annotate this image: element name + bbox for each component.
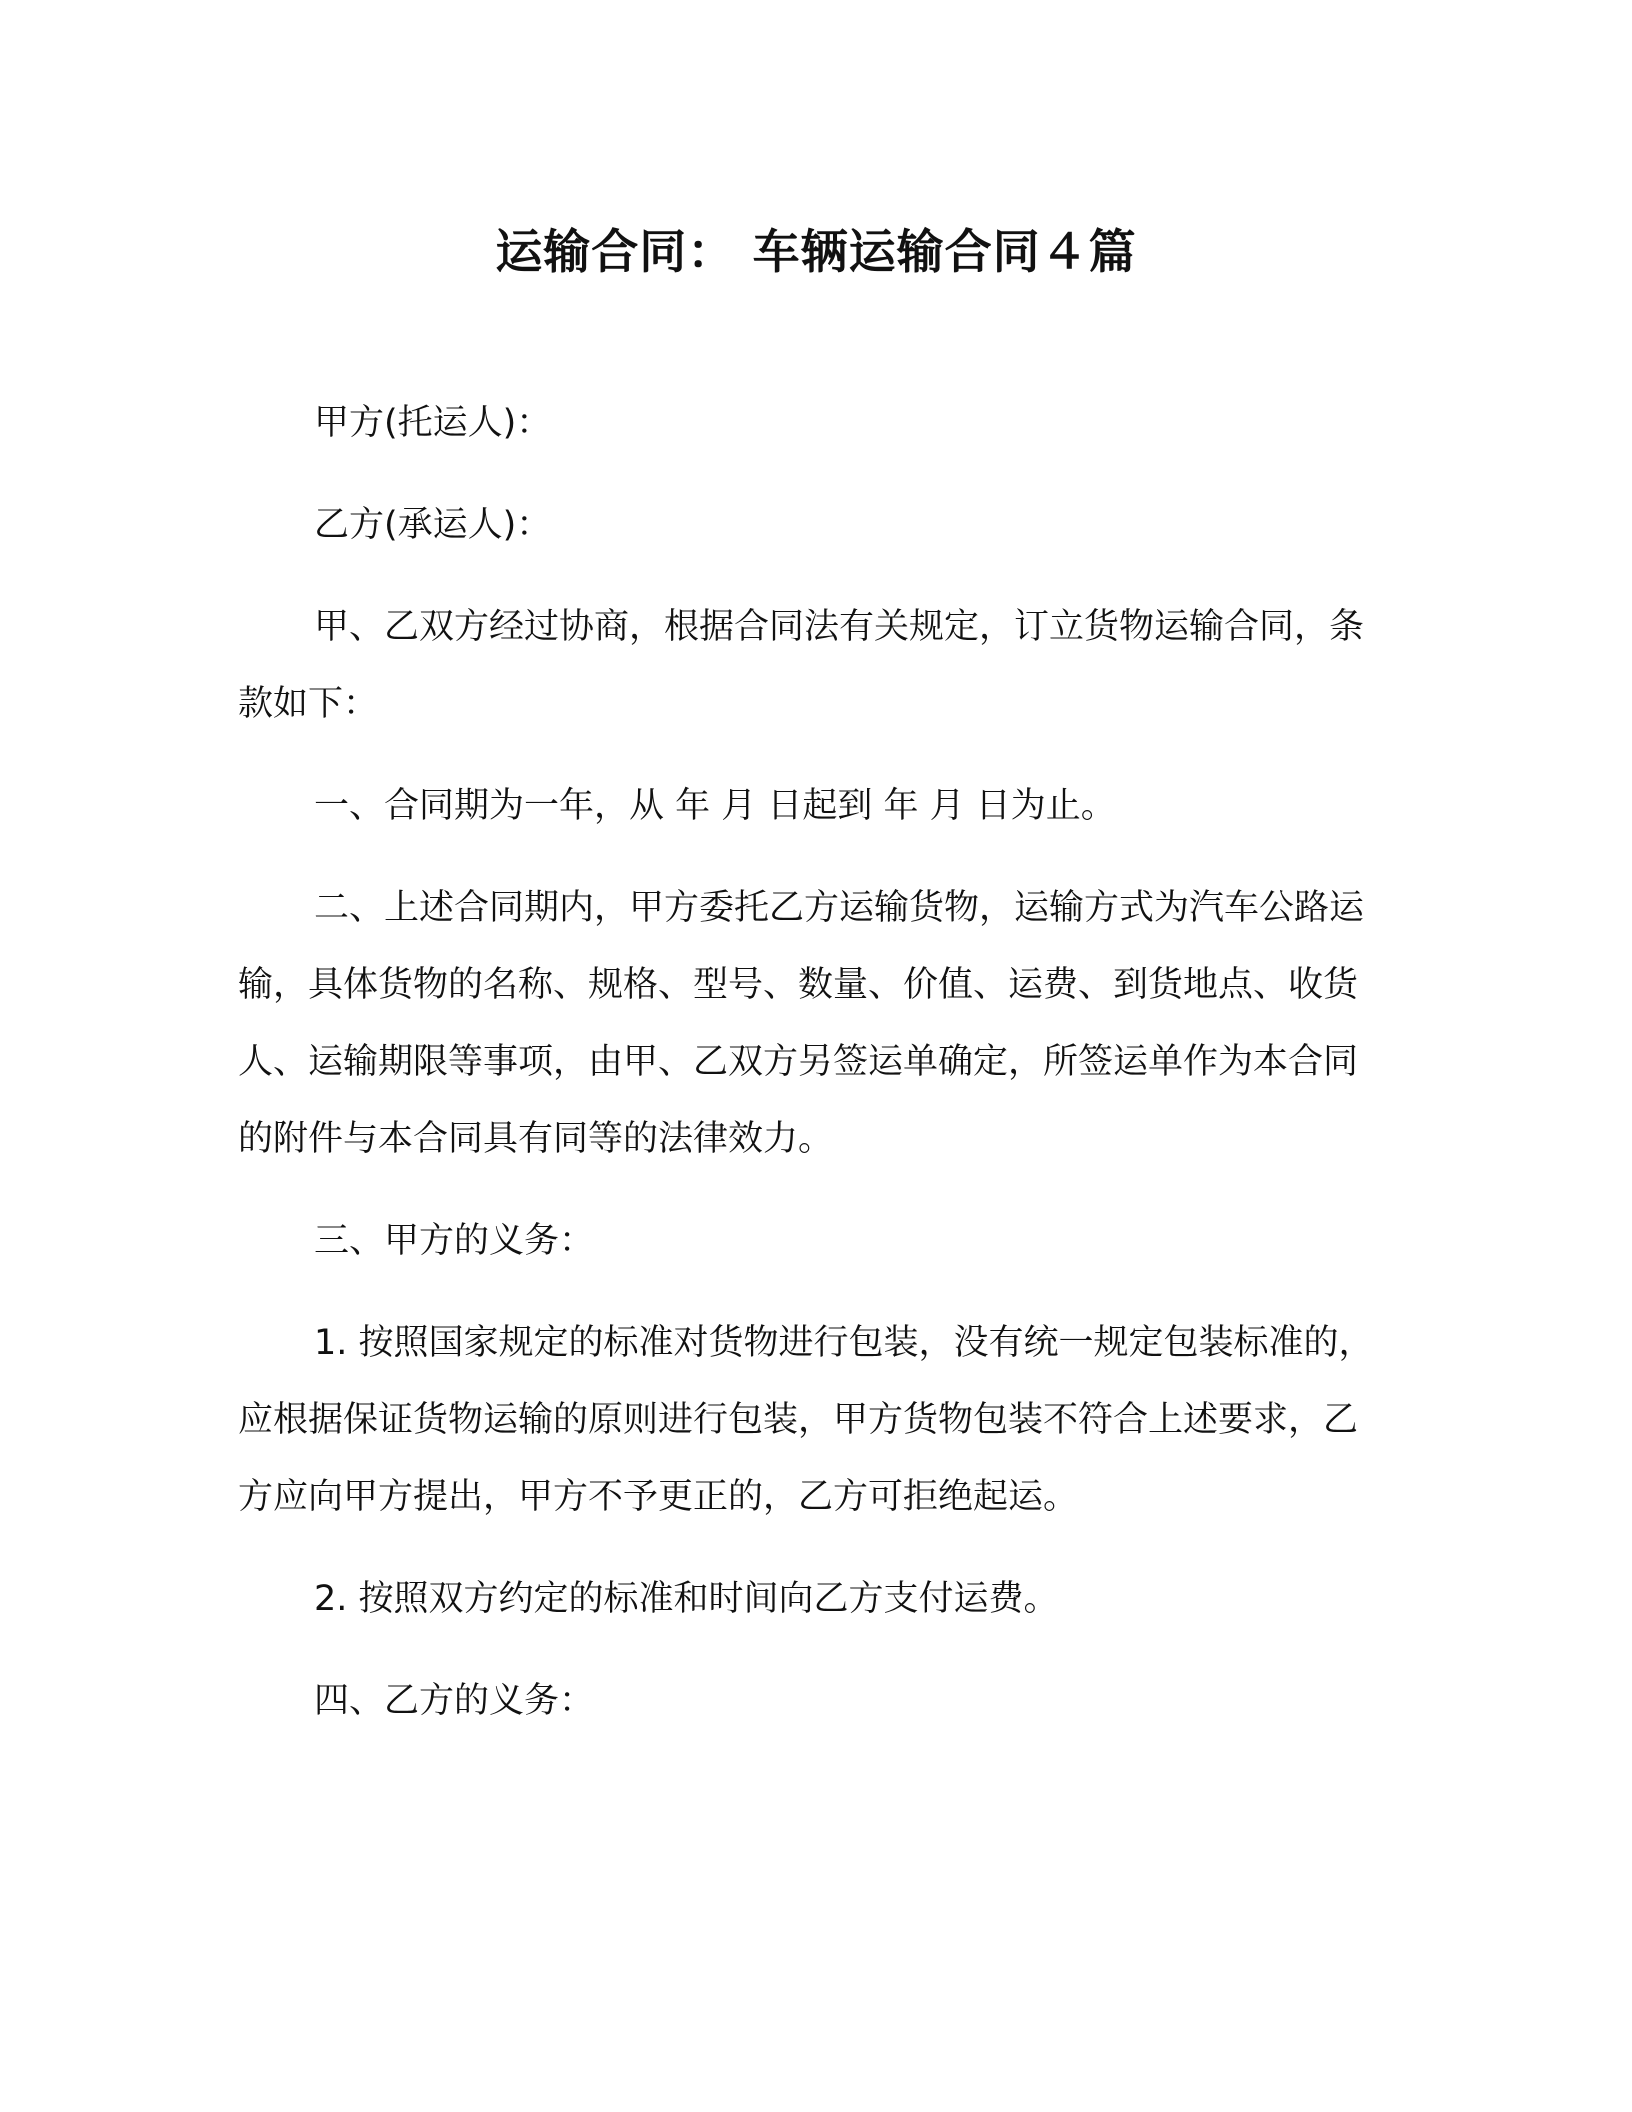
party-a-line: 甲方(托运人)： [314,403,552,443]
clause-2-paragraph: 二、上述合同期内，甲方委托乙方运输货物，运输方式为汽车公路运输，具体货物的名称、规格、型号、数量、价值、运费、到货地点、收货人、运输期限等事项，由甲、乙双方另签运单确定，所签运单作为本合同的附件与本合同具有同等的法律效力。 [238,888,1365,1159]
clause-4-heading: 四、乙方的义务： [314,1681,595,1721]
clause-3-item-2: 2. 按照双方约定的标准和时间向乙方支付运费。 [314,1579,1059,1619]
clause-3-item-1: 1. 按照国家规定的标准对货物进行包装，没有统一规定包装标准的，应根据保证货物运输的原则进行包装，甲方货物包装不符合上述要求，乙方应向甲方提出，甲方不予更正的，乙方可拒绝起运。 [238,1323,1374,1517]
document-title: 运输合同： 车辆运输合同４篇 [495,225,1137,280]
clause-3-heading: 三、甲方的义务： [314,1221,595,1261]
preamble-paragraph: 甲、乙双方经过协商，根据合同法有关规定，订立货物运输合同，条款如下： [238,607,1365,724]
clause-1-paragraph: 一、合同期为一年，从 年 月 日起到 年 月 日为止。 [314,786,1116,826]
party-b-line: 乙方(承运人)： [314,505,552,545]
